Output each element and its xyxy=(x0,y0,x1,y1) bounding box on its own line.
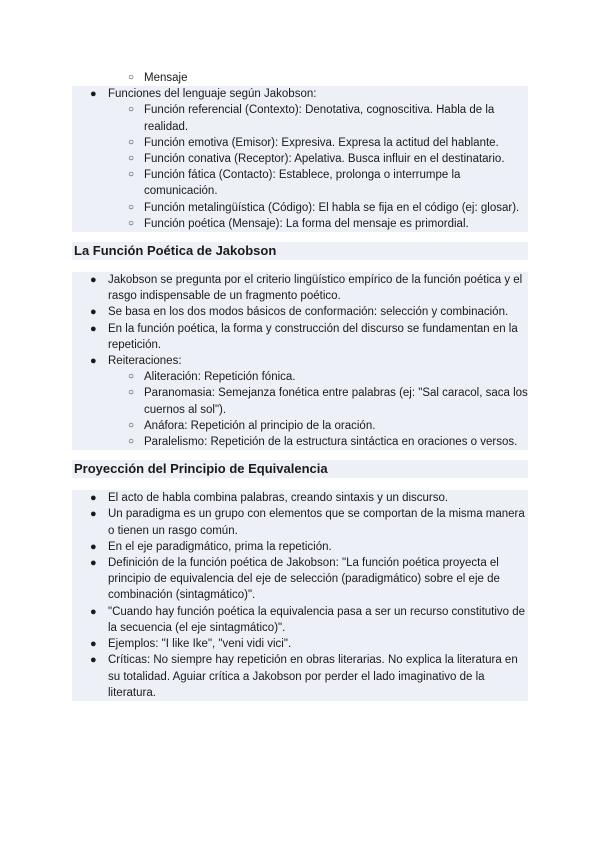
list-item-text: Función referencial (Contexto): Denotativa, cognoscitiva. Habla de la realidad. xyxy=(144,104,495,133)
sub-list-item xyxy=(72,418,528,434)
list-item-text: Función emotiva (Emisor): Expresiva. Expresa la actitud del hablante. xyxy=(144,136,499,149)
list-item xyxy=(72,555,528,604)
list-item-text: "Cuando hay función poética la equivalencia pasa a ser un recurso constitutivo de la secuencia (el eje sintagmático)". xyxy=(108,605,526,634)
list-item-text: Reiteraciones: xyxy=(108,355,182,368)
list-item-text: Aliteración: Repetición fónica. xyxy=(144,371,296,384)
list-item-text: Un paradigma es un grupo con elementos que se comportan de la misma manera o tienen un rasgo común. xyxy=(108,508,525,537)
document-page xyxy=(72,70,528,701)
list-item xyxy=(72,86,528,102)
list-item-text: Función fática (Contacto): Establece, prolonga o interrumpe la comunicación. xyxy=(144,169,461,198)
circle-bullet-icon: ○ xyxy=(128,419,135,431)
list-item-text: Función conativa (Receptor): Apelativa. Busca influir en el destinatario. xyxy=(144,153,505,166)
equivalencia-list xyxy=(72,490,528,701)
circle-bullet-icon: ○ xyxy=(128,153,135,165)
disc-bullet-icon: ● xyxy=(90,508,97,521)
list-item xyxy=(72,636,528,652)
circle-bullet-icon: ○ xyxy=(128,436,135,448)
list-item-text: Función poética (Mensaje): La forma del mensaje es primordial. xyxy=(144,217,469,230)
functions-list xyxy=(72,70,528,232)
list-item-text: Paralelismo: Repetición de la estructura sintáctica en oraciones o versos. xyxy=(144,436,518,449)
sub-list-item xyxy=(72,135,528,151)
circle-bullet-icon: ○ xyxy=(128,371,135,383)
circle-bullet-icon: ○ xyxy=(128,136,135,148)
sub-list-item xyxy=(72,151,528,167)
disc-bullet-icon: ● xyxy=(90,322,97,335)
list-item-text: Paranomasia: Semejanza fonética entre palabras (ej: "Sal caracol, saca los cuernos al sol"). xyxy=(144,387,528,416)
list-item-text: El acto de habla combina palabras, creando sintaxis y un discurso. xyxy=(108,492,449,505)
disc-bullet-icon: ● xyxy=(90,557,97,570)
list-item-text: Mensaje xyxy=(144,72,188,84)
circle-bullet-icon: ○ xyxy=(128,169,135,181)
heading-principio-equivalencia: Proyección del Principio de Equivalencia xyxy=(72,460,528,478)
list-item-text: Definición de la función poética de Jakobson: "La función poética proyecta el principio de equivalencia del eje de selección (paradigmático) sobre el eje de combinación (sintagmático)". xyxy=(108,557,500,602)
list-item xyxy=(72,353,528,369)
sub-list-item xyxy=(72,200,528,216)
disc-bullet-icon: ● xyxy=(90,274,97,287)
sub-list-item xyxy=(72,102,528,134)
disc-bullet-icon: ● xyxy=(90,605,97,618)
list-item-text: Funciones del lenguaje según Jakobson: xyxy=(108,88,317,101)
disc-bullet-icon: ● xyxy=(90,492,97,505)
funcion-poetica-list xyxy=(72,272,528,450)
heading-funcion-poetica: La Función Poética de Jakobson xyxy=(72,242,528,260)
sub-list-item xyxy=(72,434,528,450)
sub-list-item xyxy=(72,70,528,86)
sub-list-item xyxy=(72,385,528,417)
list-item xyxy=(72,604,528,636)
list-item xyxy=(72,652,528,701)
sub-list-item xyxy=(72,369,528,385)
list-item-text: En la función poética, la forma y construcción del discurso se fundamentan en la repetición. xyxy=(108,322,518,351)
list-item-text: Función metalingüística (Código): El habla se fija en el código (ej: glosar). xyxy=(144,201,520,214)
disc-bullet-icon: ● xyxy=(90,355,97,368)
list-item-text: Críticas: No siempre hay repetición en obras literarias. No explica la literatura en su totalidad. Aguiar crítica a Jakobson por perder el lado imaginativo de la literatura. xyxy=(108,654,518,699)
disc-bullet-icon: ● xyxy=(90,88,97,101)
disc-bullet-icon: ● xyxy=(90,654,97,667)
sub-list-item xyxy=(72,216,528,232)
list-item xyxy=(72,304,528,320)
list-item-text: Ejemplos: "I like Ike", "veni vidi vici". xyxy=(108,638,292,651)
circle-bullet-icon: ○ xyxy=(128,104,135,116)
list-item xyxy=(72,539,528,555)
circle-bullet-icon: ○ xyxy=(128,201,135,213)
list-item xyxy=(72,321,528,353)
list-item xyxy=(72,272,528,304)
disc-bullet-icon: ● xyxy=(90,540,97,553)
list-item xyxy=(72,490,528,506)
circle-bullet-icon: ○ xyxy=(128,387,135,399)
disc-bullet-icon: ● xyxy=(90,306,97,319)
circle-bullet-icon: ○ xyxy=(128,217,135,229)
circle-bullet-icon: ○ xyxy=(128,72,135,83)
list-item-text: Anáfora: Repetición al principio de la oración. xyxy=(144,419,376,432)
list-item-text: Se basa en los dos modos básicos de conformación: selección y combinación. xyxy=(108,306,509,319)
list-item xyxy=(72,506,528,538)
disc-bullet-icon: ● xyxy=(90,638,97,651)
sub-list-item xyxy=(72,167,528,199)
list-item-text: Jakobson se pregunta por el criterio lingüístico empírico de la función poética y el rasgo indispensable de un fragmento poético. xyxy=(108,274,523,303)
list-item-text: En el eje paradigmático, prima la repetición. xyxy=(108,540,332,553)
